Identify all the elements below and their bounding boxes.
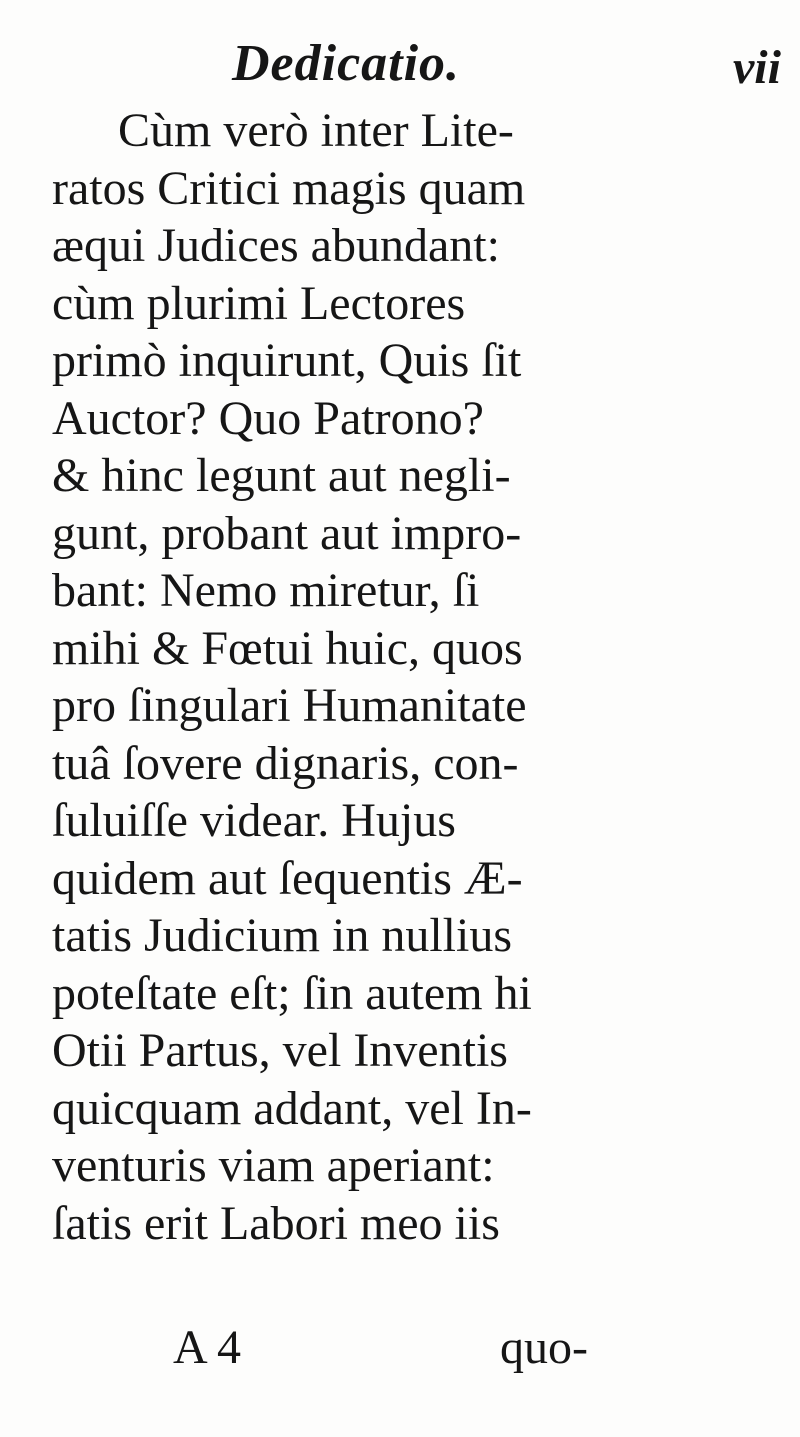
body-text xyxy=(52,102,752,1252)
text-line: tatis Judicium in nullius xyxy=(52,909,513,962)
text-line: Auctor? Quo Patrono? xyxy=(52,391,484,445)
text-line: & hinc legunt aut negli- xyxy=(52,449,511,502)
page-number: vii xyxy=(733,41,781,94)
text-line: Cùm verò inter Lite- xyxy=(118,104,514,157)
text-line: bant: Nemo miretur, ſi xyxy=(52,564,480,617)
text-line: tuâ ſovere dignaris, con- xyxy=(52,736,519,790)
text-line: mihi & Fœtui huic, quos xyxy=(52,621,523,675)
text-line: ſatis erit Labori meo iis xyxy=(52,1196,500,1250)
text-line: ſuluiſſe videar. Hujus xyxy=(52,794,456,847)
catchword: quo- xyxy=(500,1321,588,1374)
text-line: pro ſingulari Humanitate xyxy=(52,679,527,732)
text-line: quidem aut ſequentis Æ- xyxy=(52,851,523,905)
text-line: Otii Partus, vel Inventis xyxy=(52,1024,508,1077)
text-line: quicquam addant, vel In- xyxy=(52,1081,532,1135)
text-line: venturis viam aperiant: xyxy=(52,1139,495,1192)
text-line: primò inquirunt, Quis ſit xyxy=(52,334,522,387)
text-line: æqui Judices abundant: xyxy=(52,219,500,272)
text-line: poteſtate eſt; ſin autem hi xyxy=(52,966,532,1020)
signature-mark: A 4 xyxy=(173,1321,242,1374)
text-line: cùm plurimi Lectores xyxy=(52,276,466,330)
text-line: gunt, probant aut impro- xyxy=(52,506,522,560)
running-title: Dedicatio. xyxy=(232,35,461,92)
text-line: ratos Critici magis quam xyxy=(52,161,526,215)
